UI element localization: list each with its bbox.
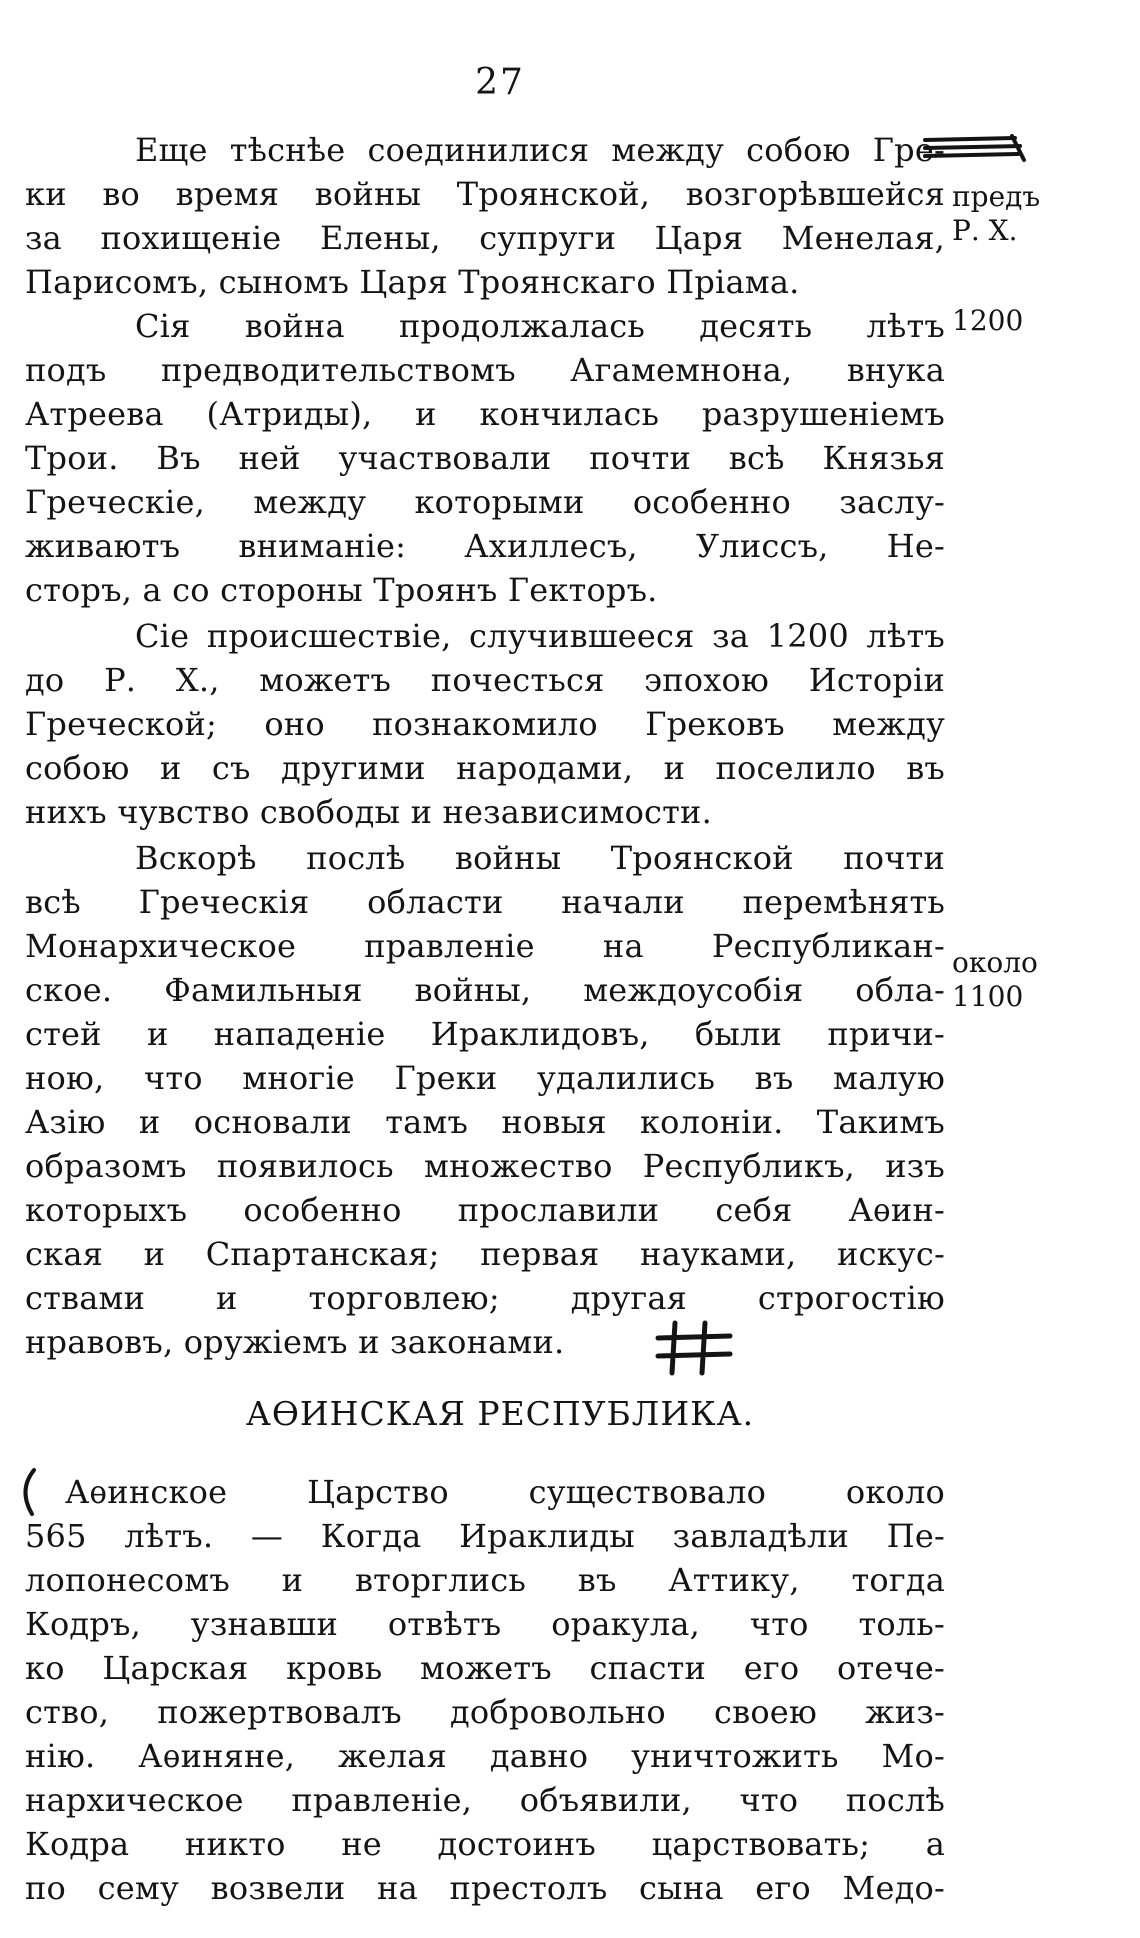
text-line: стей и нападеніе Ираклидовъ, были причи- bbox=[25, 1015, 945, 1053]
text-line: Атреева (Атриды), и кончилась разрушеніемъ bbox=[25, 395, 945, 433]
text-line: ское. Фамильныя войны, междоусобія обла- bbox=[25, 971, 945, 1009]
text-line: которыхъ особенно прославили себя Аѳин- bbox=[25, 1191, 945, 1229]
margin-note-era: предъ Р. Х. bbox=[952, 180, 1041, 247]
text-line: Еще тѣснѣе соединилися между собою Гре- bbox=[135, 131, 945, 169]
text-line: нихъ чувство свободы и независимости. bbox=[25, 793, 712, 831]
text-line: Сіе происшествіе, случившееся за 1200 лѣтъ bbox=[135, 617, 945, 655]
text-line: ною, что многіе Греки удалились въ малую bbox=[25, 1059, 945, 1097]
text-line: нархическое правленіе, объявили, что послѣ bbox=[25, 1781, 945, 1819]
text-line: ко Царская кровь можетъ спасти его отече- bbox=[25, 1649, 945, 1687]
page-number: 27 bbox=[475, 62, 525, 103]
text-line: Кодръ, узнавши отвѣтъ оракула, что толь- bbox=[25, 1605, 945, 1643]
text-line: лопонесомъ и вторглись въ Аттику, тогда bbox=[25, 1561, 945, 1599]
text-line: образомъ появилось множество Республикъ, изъ bbox=[25, 1147, 945, 1185]
bracket-mark-icon bbox=[14, 1466, 38, 1518]
hash-mark-icon bbox=[650, 1318, 740, 1378]
text-line: Греческіе, между которыми особенно заслу- bbox=[25, 483, 945, 521]
text-line: Греческой; оно познакомило Грековъ между bbox=[25, 705, 945, 743]
text-line: ство, пожертвовалъ добровольно своею жиз- bbox=[25, 1693, 945, 1731]
section-heading: АѲИНСКАЯ РЕСПУБЛИКА. bbox=[245, 1394, 755, 1433]
text-line: Сія война продолжалась десять лѣтъ bbox=[135, 307, 945, 345]
text-line: Азію и основали тамъ новыя колоніи. Такимъ bbox=[25, 1103, 945, 1141]
text-line: Трои. Въ ней участвовали почти всѣ Князья bbox=[25, 439, 945, 477]
margin-note-circa: около 1100 bbox=[952, 946, 1038, 1013]
text-line: ская и Спартанская; первая науками, искус- bbox=[25, 1235, 945, 1273]
text-line: 565 лѣтъ. — Когда Ираклиды завладѣли Пе- bbox=[25, 1517, 945, 1555]
text-line: живаютъ вниманіе: Ахиллесъ, Улиссъ, Не- bbox=[25, 527, 945, 565]
pen-mark-icon bbox=[920, 130, 1030, 170]
text-line: до Р. Х., можетъ почесться эпохою Исторіи bbox=[25, 661, 945, 699]
text-line: за похищеніе Елены, супруги Царя Менелая, bbox=[25, 219, 945, 257]
text-line: сторъ, а со стороны Троянъ Гекторъ. bbox=[25, 571, 658, 609]
text-line: Аѳинское Царство существовало около bbox=[65, 1473, 945, 1511]
text-line: по сему возвели на престолъ сына его Медо- bbox=[25, 1869, 945, 1907]
text-line: всѣ Греческія области начали перемѣнять bbox=[25, 883, 945, 921]
text-line: подъ предводительствомъ Агамемнона, внука bbox=[25, 351, 945, 389]
text-line: Монархическое правленіе на Республикан- bbox=[25, 927, 945, 965]
text-line: Кодра никто не достоинъ царствовать; а bbox=[25, 1825, 945, 1863]
margin-note-year: 1200 bbox=[952, 304, 1024, 337]
text-line: ствами и торговлею; другая строгостію bbox=[25, 1279, 945, 1317]
text-line: ки во время войны Троянской, возгорѣвшейся bbox=[25, 175, 945, 213]
text-line: Вскорѣ послѣ войны Троянской почти bbox=[135, 839, 945, 877]
text-line: Парисомъ, сыномъ Царя Троянскаго Пріама. bbox=[25, 263, 800, 301]
text-line: нравовъ, оружіемъ и законами. bbox=[25, 1323, 565, 1361]
text-line: собою и съ другими народами, и поселило въ bbox=[25, 749, 945, 787]
text-line: нію. Аѳиняне, желая давно уничтожить Мо- bbox=[25, 1737, 945, 1775]
